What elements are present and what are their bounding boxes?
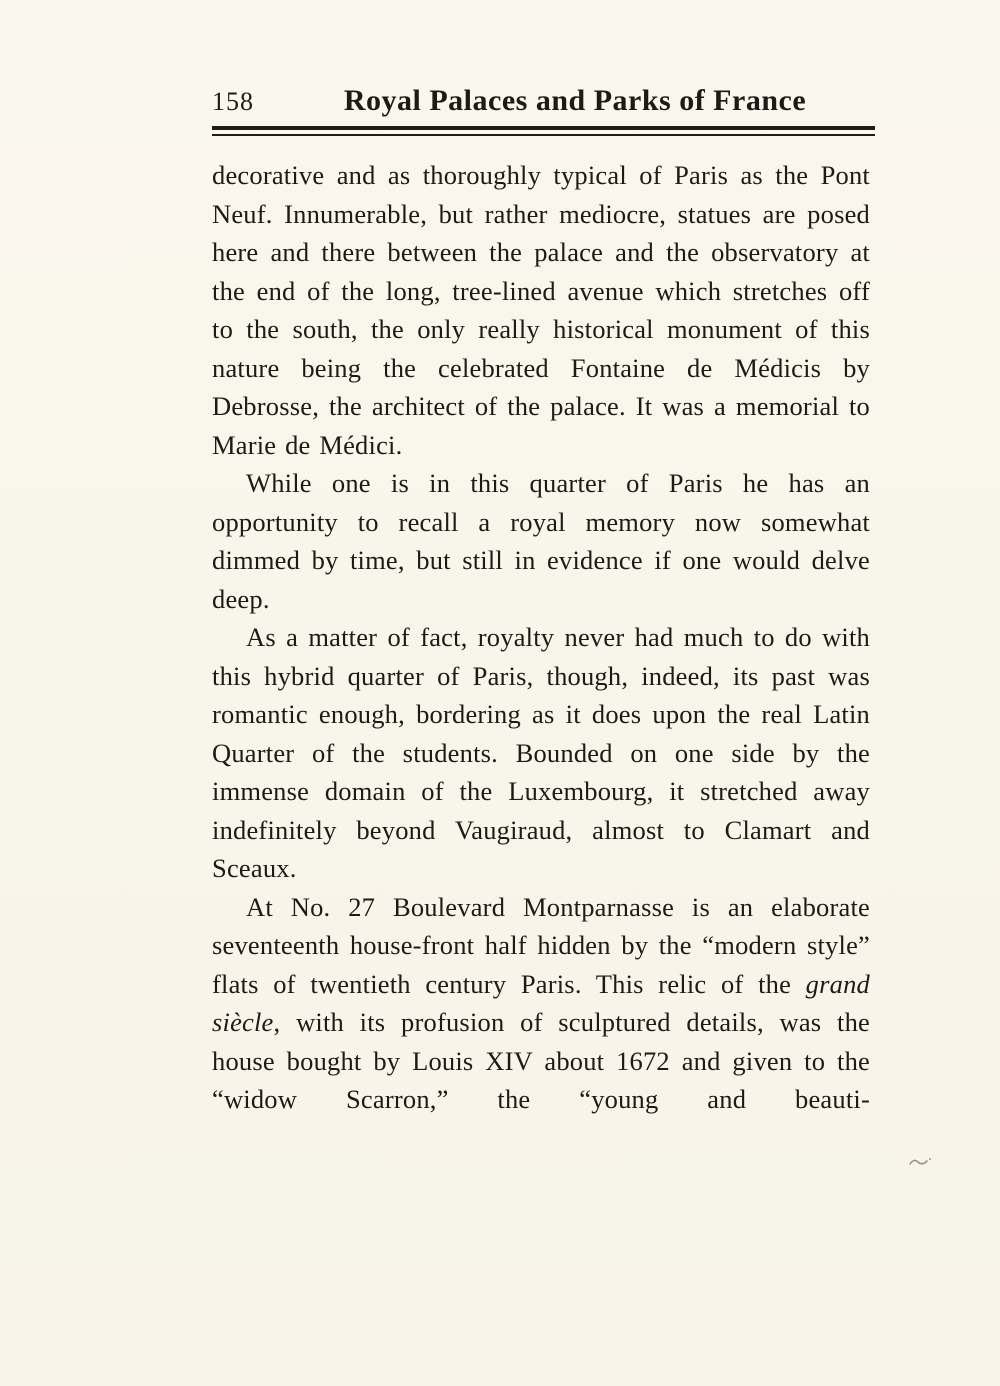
paragraph-4-text-start: At No. 27 Boulevard Montparnasse is an elaborate seventeenth house-front half hidden by the “modern style” flats of twentieth century Paris. This relic of the xyxy=(212,891,870,999)
paragraph-2: While one is in this quarter of Paris he has an opportunity to recall a royal memory now somewhat dimmed by time, but still in evidence if one would delve deep. xyxy=(212,468,870,614)
italic-phrase: grand siècle xyxy=(212,968,870,1037)
page-text xyxy=(212,156,870,1119)
header-rule xyxy=(212,126,875,136)
page-header xyxy=(212,84,872,118)
running-title: Royal Palaces and Parks of France xyxy=(343,84,807,117)
pencil-mark-artifact xyxy=(908,1155,934,1174)
paragraph-3: As a matter of fact, royalty never had much to do with this hybrid quarter of Paris, though, indeed, its past was romantic enough, bordering as it does upon the real Latin Quarter of the students. Bounded on one side by the immense domain of the Luxembourg, it stretched away indefinitely beyond Vaugiraud, almost to Clamart and Sceaux. xyxy=(212,622,870,883)
page-number: 158 xyxy=(212,87,254,116)
paragraph-4-text-end: , with its profusion of sculptured details, was the house bought by Louis XIV about 1672 and given to the “widow Scarron,” the “young and beauti- xyxy=(212,1007,870,1114)
paragraph-1: decorative and as thoroughly typical of Paris as the Pont Neuf. Innumerable, but rather mediocre, statues are posed here and there between the palace and the observatory at the end of the long, tree-lined avenue which stretches off to the south, the only really historical monument of this nature being the celebrated Fontaine de Médicis by Debrosse, the architect of the palace. It was a memorial to Marie de Médici. xyxy=(212,160,870,460)
paragraph-4 xyxy=(212,888,870,1119)
